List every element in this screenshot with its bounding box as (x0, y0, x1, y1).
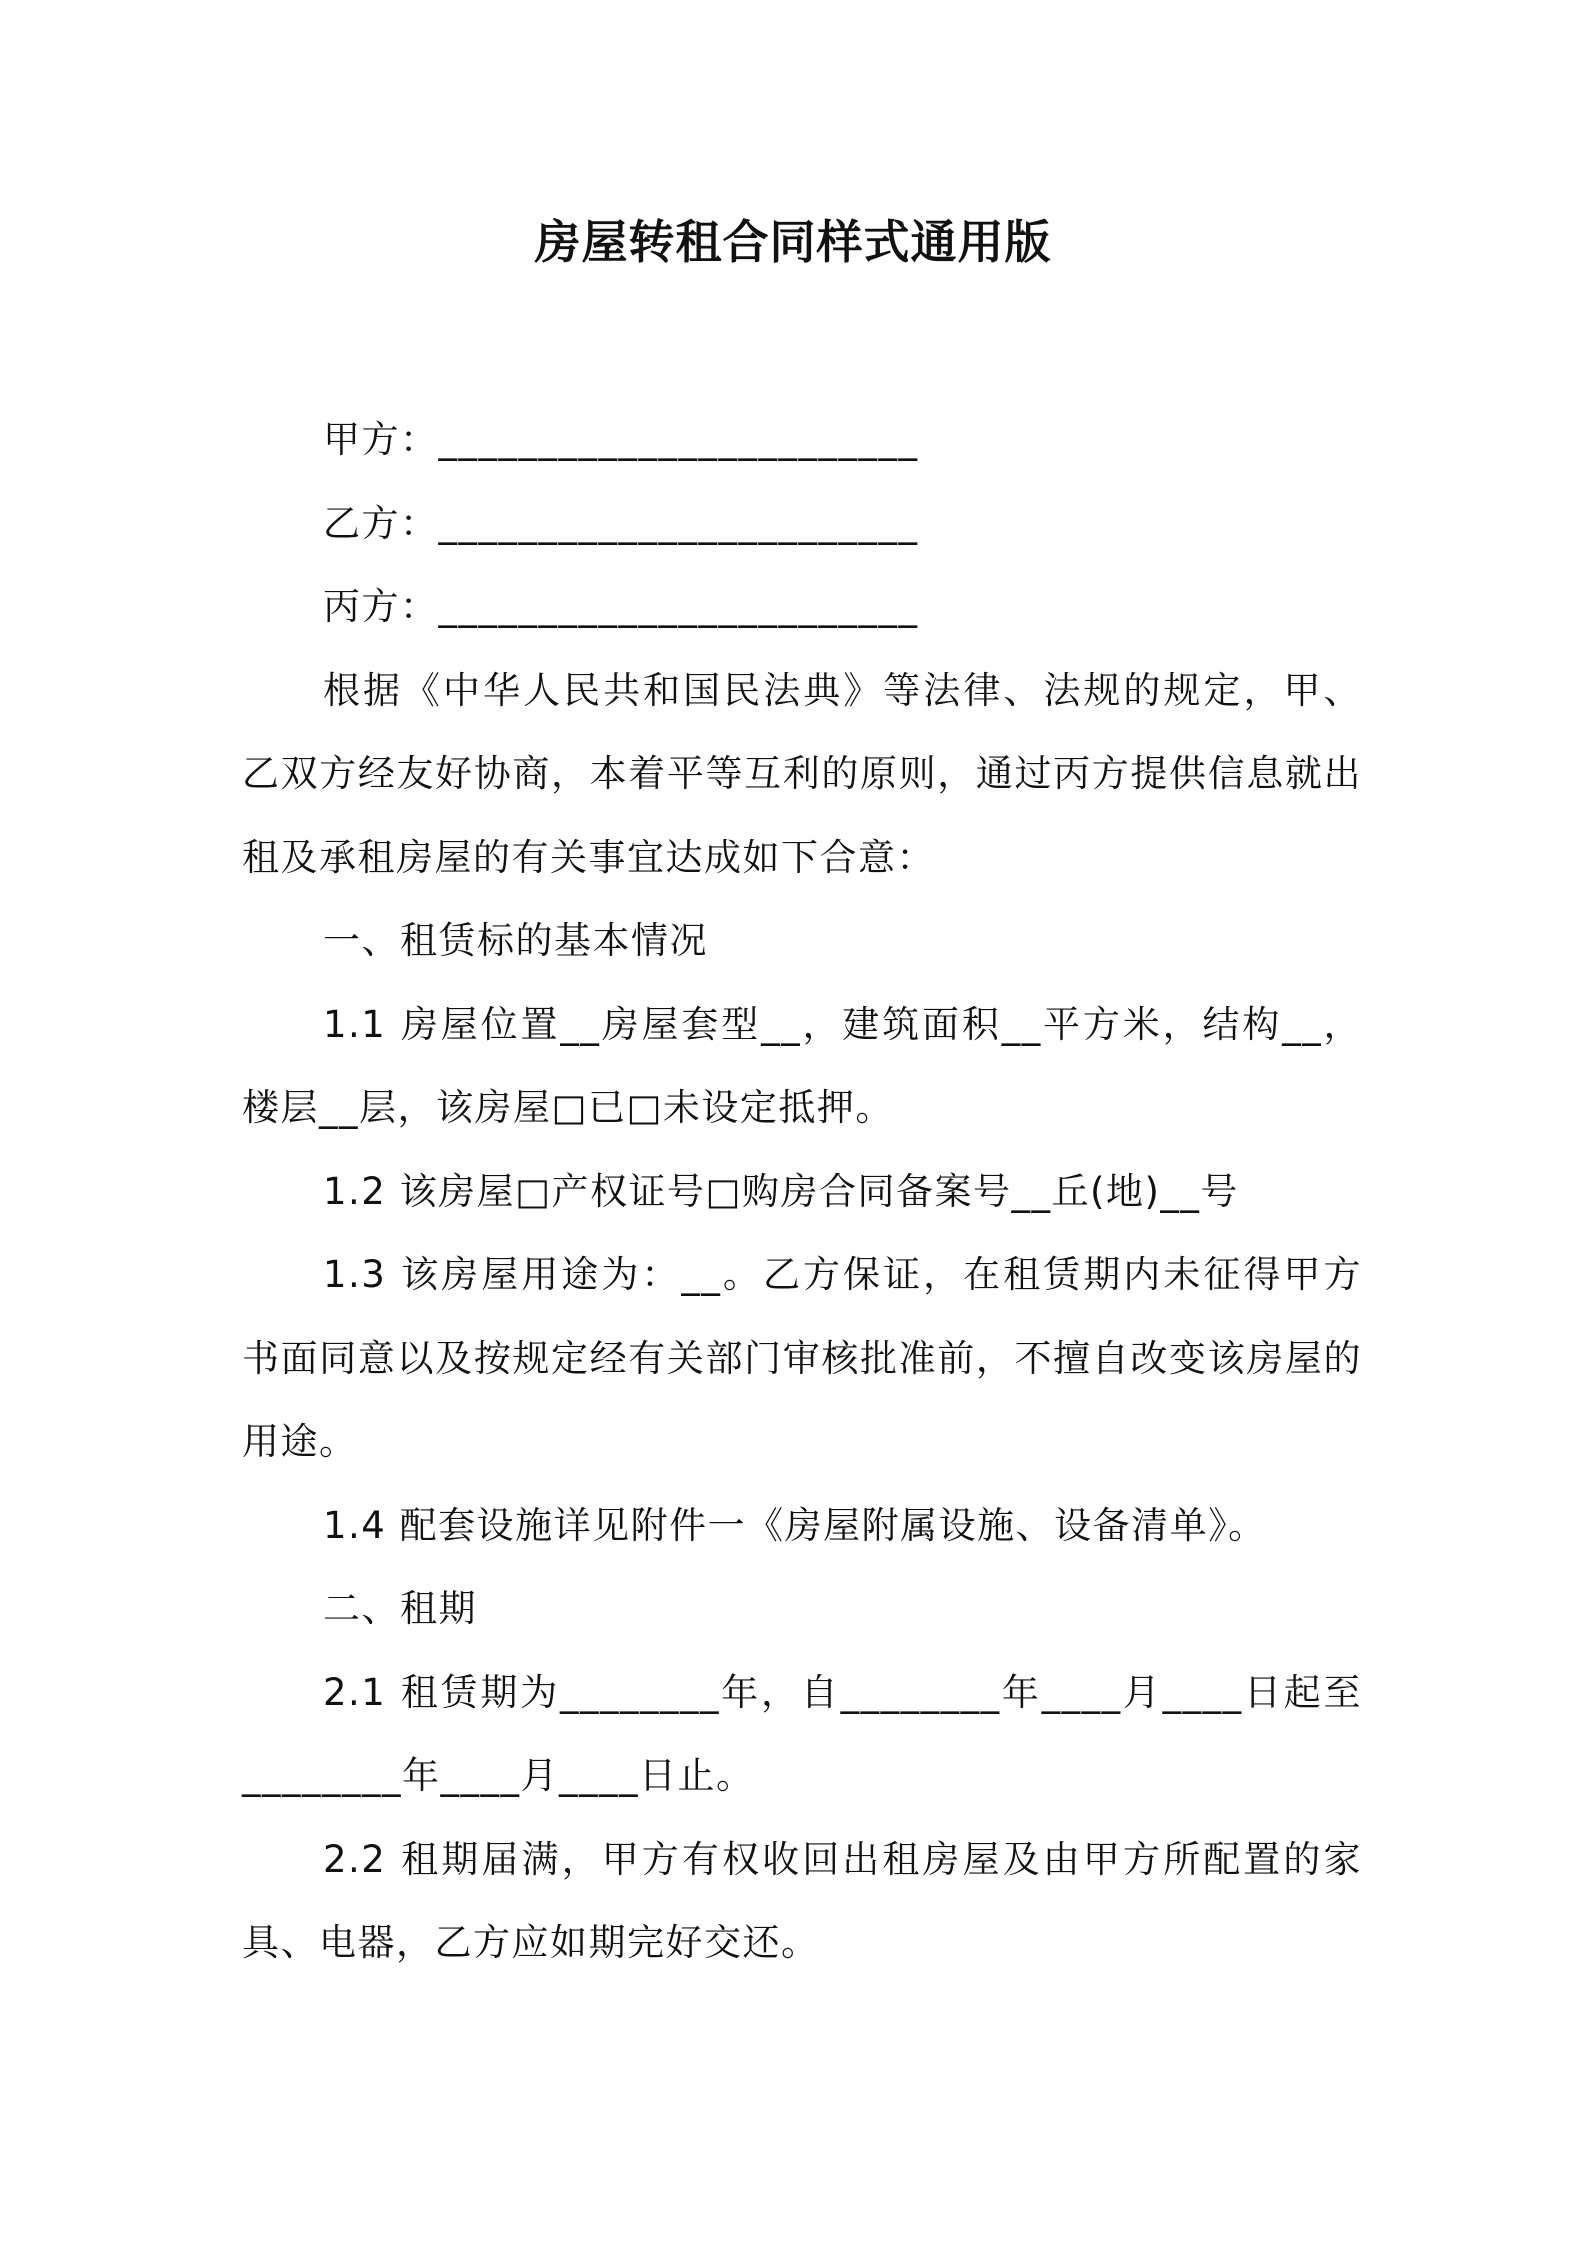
document-body (242, 398, 1362, 1985)
party-a-line: 甲方：________________________ (323, 418, 919, 461)
clause-1-4: 1.4 配套设施详见附件一《房屋附属设施、设备清单》。 (323, 1503, 1267, 1547)
clause-1-2: 1.2 该房屋□产权证号□购房合同备案号__丘(地)__号 (323, 1169, 1239, 1213)
section-2-heading: 二、租期 (323, 1587, 477, 1630)
party-c-line: 丙方：________________________ (323, 585, 919, 628)
document-title: 房屋转租合同样式通用版 (534, 215, 1052, 269)
clause-2-2: 2.2 租期届满，甲方有权收回出租房屋及由甲方所配置的家具、电器，乙方应如期完好交还。 (242, 1837, 1362, 1964)
clause-1-3: 1.3 该房屋用途为：__。乙方保证，在租赁期内未征得甲方书面同意以及按规定经有关部门审核批准前，不擅自改变该房屋的用途。 (242, 1253, 1362, 1463)
preamble-paragraph: 根据《中华人民共和国民法典》等法律、法规的规定，甲、乙双方经友好协商，本着平等互利的原则，通过丙方提供信息就出租及承租房屋的有关事宜达成如下合意： (242, 668, 1362, 879)
clause-1-1: 1.1 房屋位置__房屋套型__，建筑面积__平方米，结构__，楼层__层，该房屋□已□未设定抵押。 (242, 1002, 1362, 1129)
clause-2-1: 2.1 租赁期为________年，自________年____月____日起至________年____月____日止。 (242, 1670, 1362, 1797)
section-1-heading: 一、租赁标的基本情况 (323, 919, 708, 962)
party-b-line: 乙方：________________________ (323, 501, 919, 545)
